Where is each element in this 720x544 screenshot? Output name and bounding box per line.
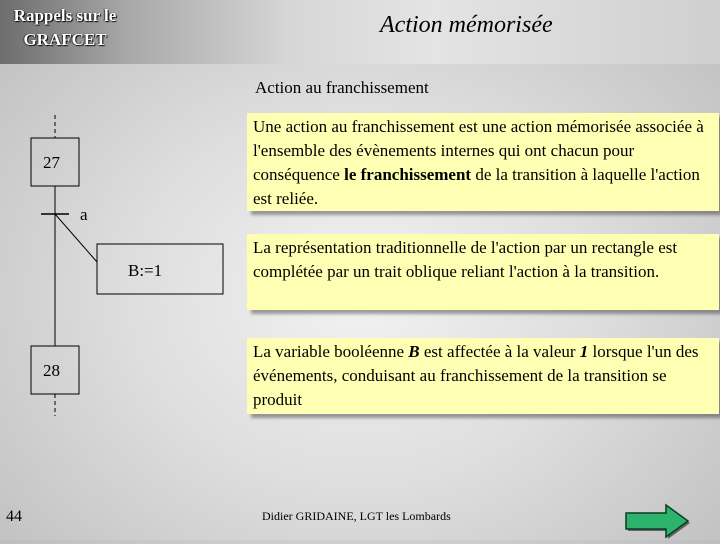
variable-name: B bbox=[408, 342, 420, 361]
definition-box bbox=[247, 113, 719, 211]
variable-box bbox=[247, 338, 719, 414]
representation-text: La représentation traditionnelle de l'action par un rectangle est complétée par un trait oblique reliant l'action à la transition. bbox=[253, 238, 678, 281]
action-label: B:=1 bbox=[128, 261, 163, 280]
right-arrow-icon bbox=[622, 503, 692, 539]
section-title-line2: GRAFCET bbox=[23, 30, 107, 49]
variable-text-3: lorsque l'un des événements, conduisant au franchissement de la transition se produit bbox=[253, 342, 699, 409]
variable-text-2: est affectée à la valeur bbox=[419, 342, 580, 361]
variable-text-1: La variable booléenne bbox=[253, 342, 409, 361]
representation-box bbox=[247, 234, 719, 310]
grafcet-diagram bbox=[0, 100, 240, 420]
variable-value: 1 bbox=[579, 342, 589, 361]
footer-credit: Didier GRIDAINE, LGT les Lombards bbox=[262, 509, 451, 523]
transition-label: a bbox=[80, 205, 88, 224]
section-title-line1: Rappels sur le bbox=[13, 6, 117, 25]
section-title bbox=[2, 4, 128, 52]
step-28-label: 28 bbox=[43, 361, 60, 380]
action-oblique-link bbox=[55, 214, 97, 262]
step-27-label: 27 bbox=[43, 153, 60, 172]
page-number: 44 bbox=[6, 508, 22, 525]
slide-title: Action mémorisée bbox=[380, 12, 553, 38]
definition-text-1: Une action au franchissement est une action mémorisée associée à l'ensemble des évènements internes qui ont chacun pour conséquence bbox=[253, 117, 704, 184]
definition-text-2: de la transition à laquelle l'action est reliée. bbox=[253, 165, 700, 208]
subtitle: Action au franchissement bbox=[255, 78, 429, 97]
next-slide-button[interactable] bbox=[622, 503, 692, 539]
definition-text-bold: le franchissement bbox=[344, 165, 472, 184]
